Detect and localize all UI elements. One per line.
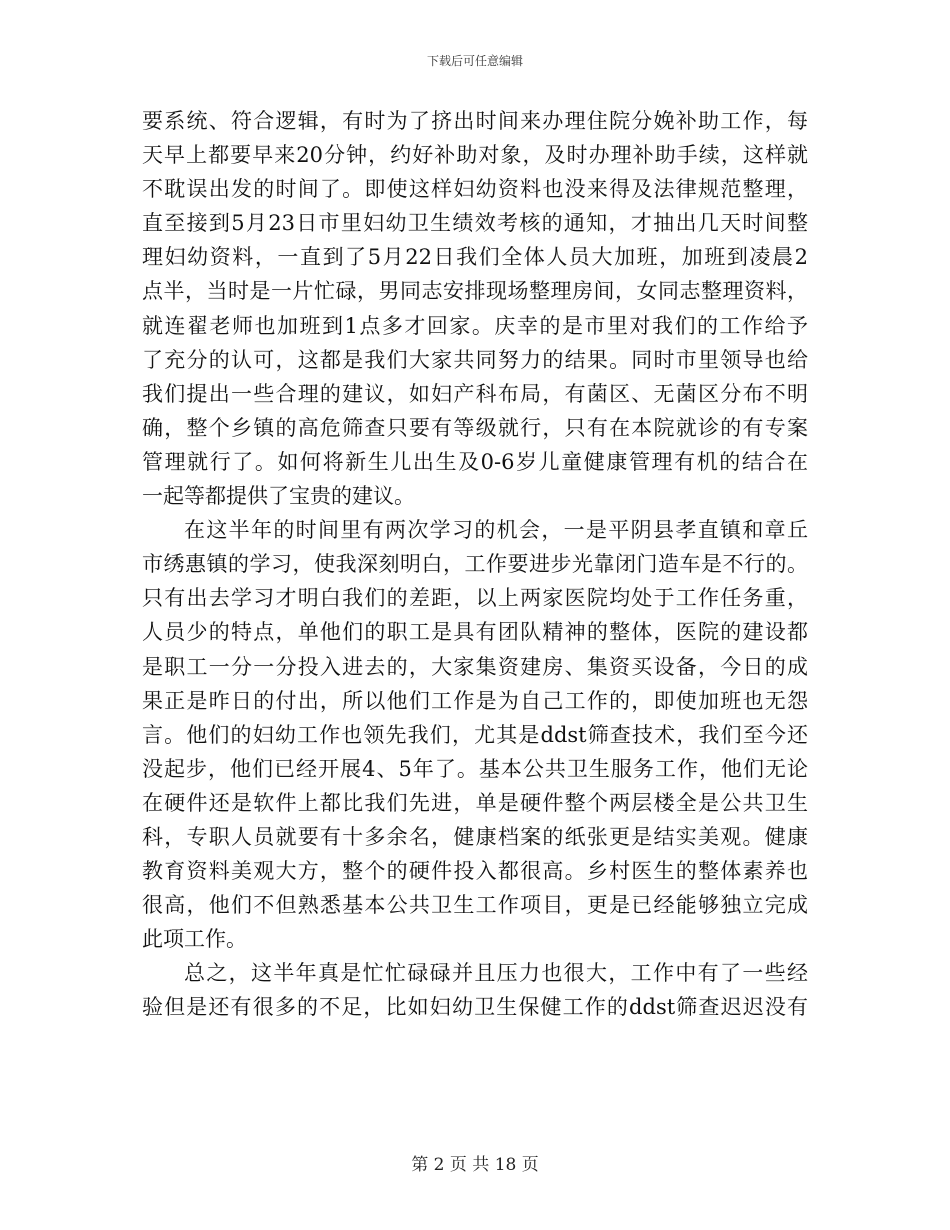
text-line: 直至接到5月23日市里妇幼卫生绩效考核的通知，才抽出几天时间整	[142, 211, 808, 236]
paragraph-1	[142, 104, 808, 513]
document-body	[142, 104, 808, 1025]
page-number: 第 2 页 共 18 页	[411, 1155, 539, 1175]
text-line: 在硬件还是软件上都比我们先进，单是硬件整个两层楼全是公共卫生	[142, 790, 808, 815]
paragraph-2	[142, 513, 808, 956]
text-line: 很高，他们不但熟悉基本公共卫生工作项目，更是已经能够独立完成	[142, 893, 808, 918]
text-line: 只有出去学习才明白我们的差距，以上两家医院均处于工作任务重，	[142, 586, 808, 611]
text-line: 天早上都要早来20分钟，约好补助对象，及时办理补助手续，这样就	[142, 143, 808, 168]
text-line: 理妇幼资料，一直到了5月22日我们全体人员大加班，加班到凌晨2	[142, 245, 808, 270]
text-line: 人员少的特点，单他们的职工是具有团队精神的整体，医院的建设都	[142, 620, 808, 645]
text-line: 不耽误出发的时间了。即使这样妇幼资料也没来得及法律规范整理，	[142, 177, 808, 202]
text-line: 科，专职人员就要有十多余名，健康档案的纸张更是结实美观。健康	[142, 824, 808, 849]
text-line: 在这半年的时间里有两次学习的机会，一是平阴县孝直镇和章丘	[184, 518, 808, 543]
text-line: 我们提出一些合理的建议，如妇产科布局，有菌区、无菌区分布不明	[142, 381, 808, 406]
text-line: 总之，这半年真是忙忙碌碌并且压力也很大，工作中有了一些经	[184, 961, 808, 986]
text-line: 一起等都提供了宝贵的建议。	[142, 484, 415, 509]
text-line: 没起步，他们已经开展4、5年了。基本公共卫生服务工作，他们无论	[142, 756, 808, 781]
paragraph-3	[142, 956, 808, 1024]
text-line: 此项工作。	[142, 927, 247, 952]
text-line: 要系统、符合逻辑，有时为了挤出时间来办理住院分娩补助工作，每	[142, 109, 808, 133]
text-line: 是职工一分一分投入进去的，大家集资建房、集资买设备，今日的成	[142, 654, 808, 679]
text-line: 果正是昨日的付出，所以他们工作是为自己工作的，即使加班也无怨	[142, 688, 808, 713]
page-header: 下载后可任意编辑	[426, 54, 523, 68]
text-line: 教育资料美观大方，整个的硬件投入都很高。乡村医生的整体素养也	[142, 859, 808, 884]
text-line: 就连翟老师也加班到1点多才回家。庆幸的是市里对我们的工作给予	[142, 313, 808, 338]
text-line: 市绣惠镇的学习，使我深刻明白，工作要进步光靠闭门造车是不行的。	[142, 552, 808, 577]
text-line: 了充分的认可，这都是我们大家共同努力的结果。同时市里领导也给	[142, 347, 808, 372]
text-line: 点半，当时是一片忙碌，男同志安排现场整理房间，女同志整理资料，	[142, 279, 808, 304]
text-line: 管理就行了。如何将新生儿出生及0-6岁儿童健康管理有机的结合在	[142, 449, 808, 474]
text-line: 确，整个乡镇的高危筛查只要有等级就行，只有在本院就诊的有专案	[142, 415, 808, 440]
text-line: 言。他们的妇幼工作也领先我们，尤其是ddst筛查技术，我们至今还	[142, 722, 808, 747]
text-line: 验但是还有很多的不足，比如妇幼卫生保健工作的ddst筛查迟迟没有	[142, 995, 808, 1020]
